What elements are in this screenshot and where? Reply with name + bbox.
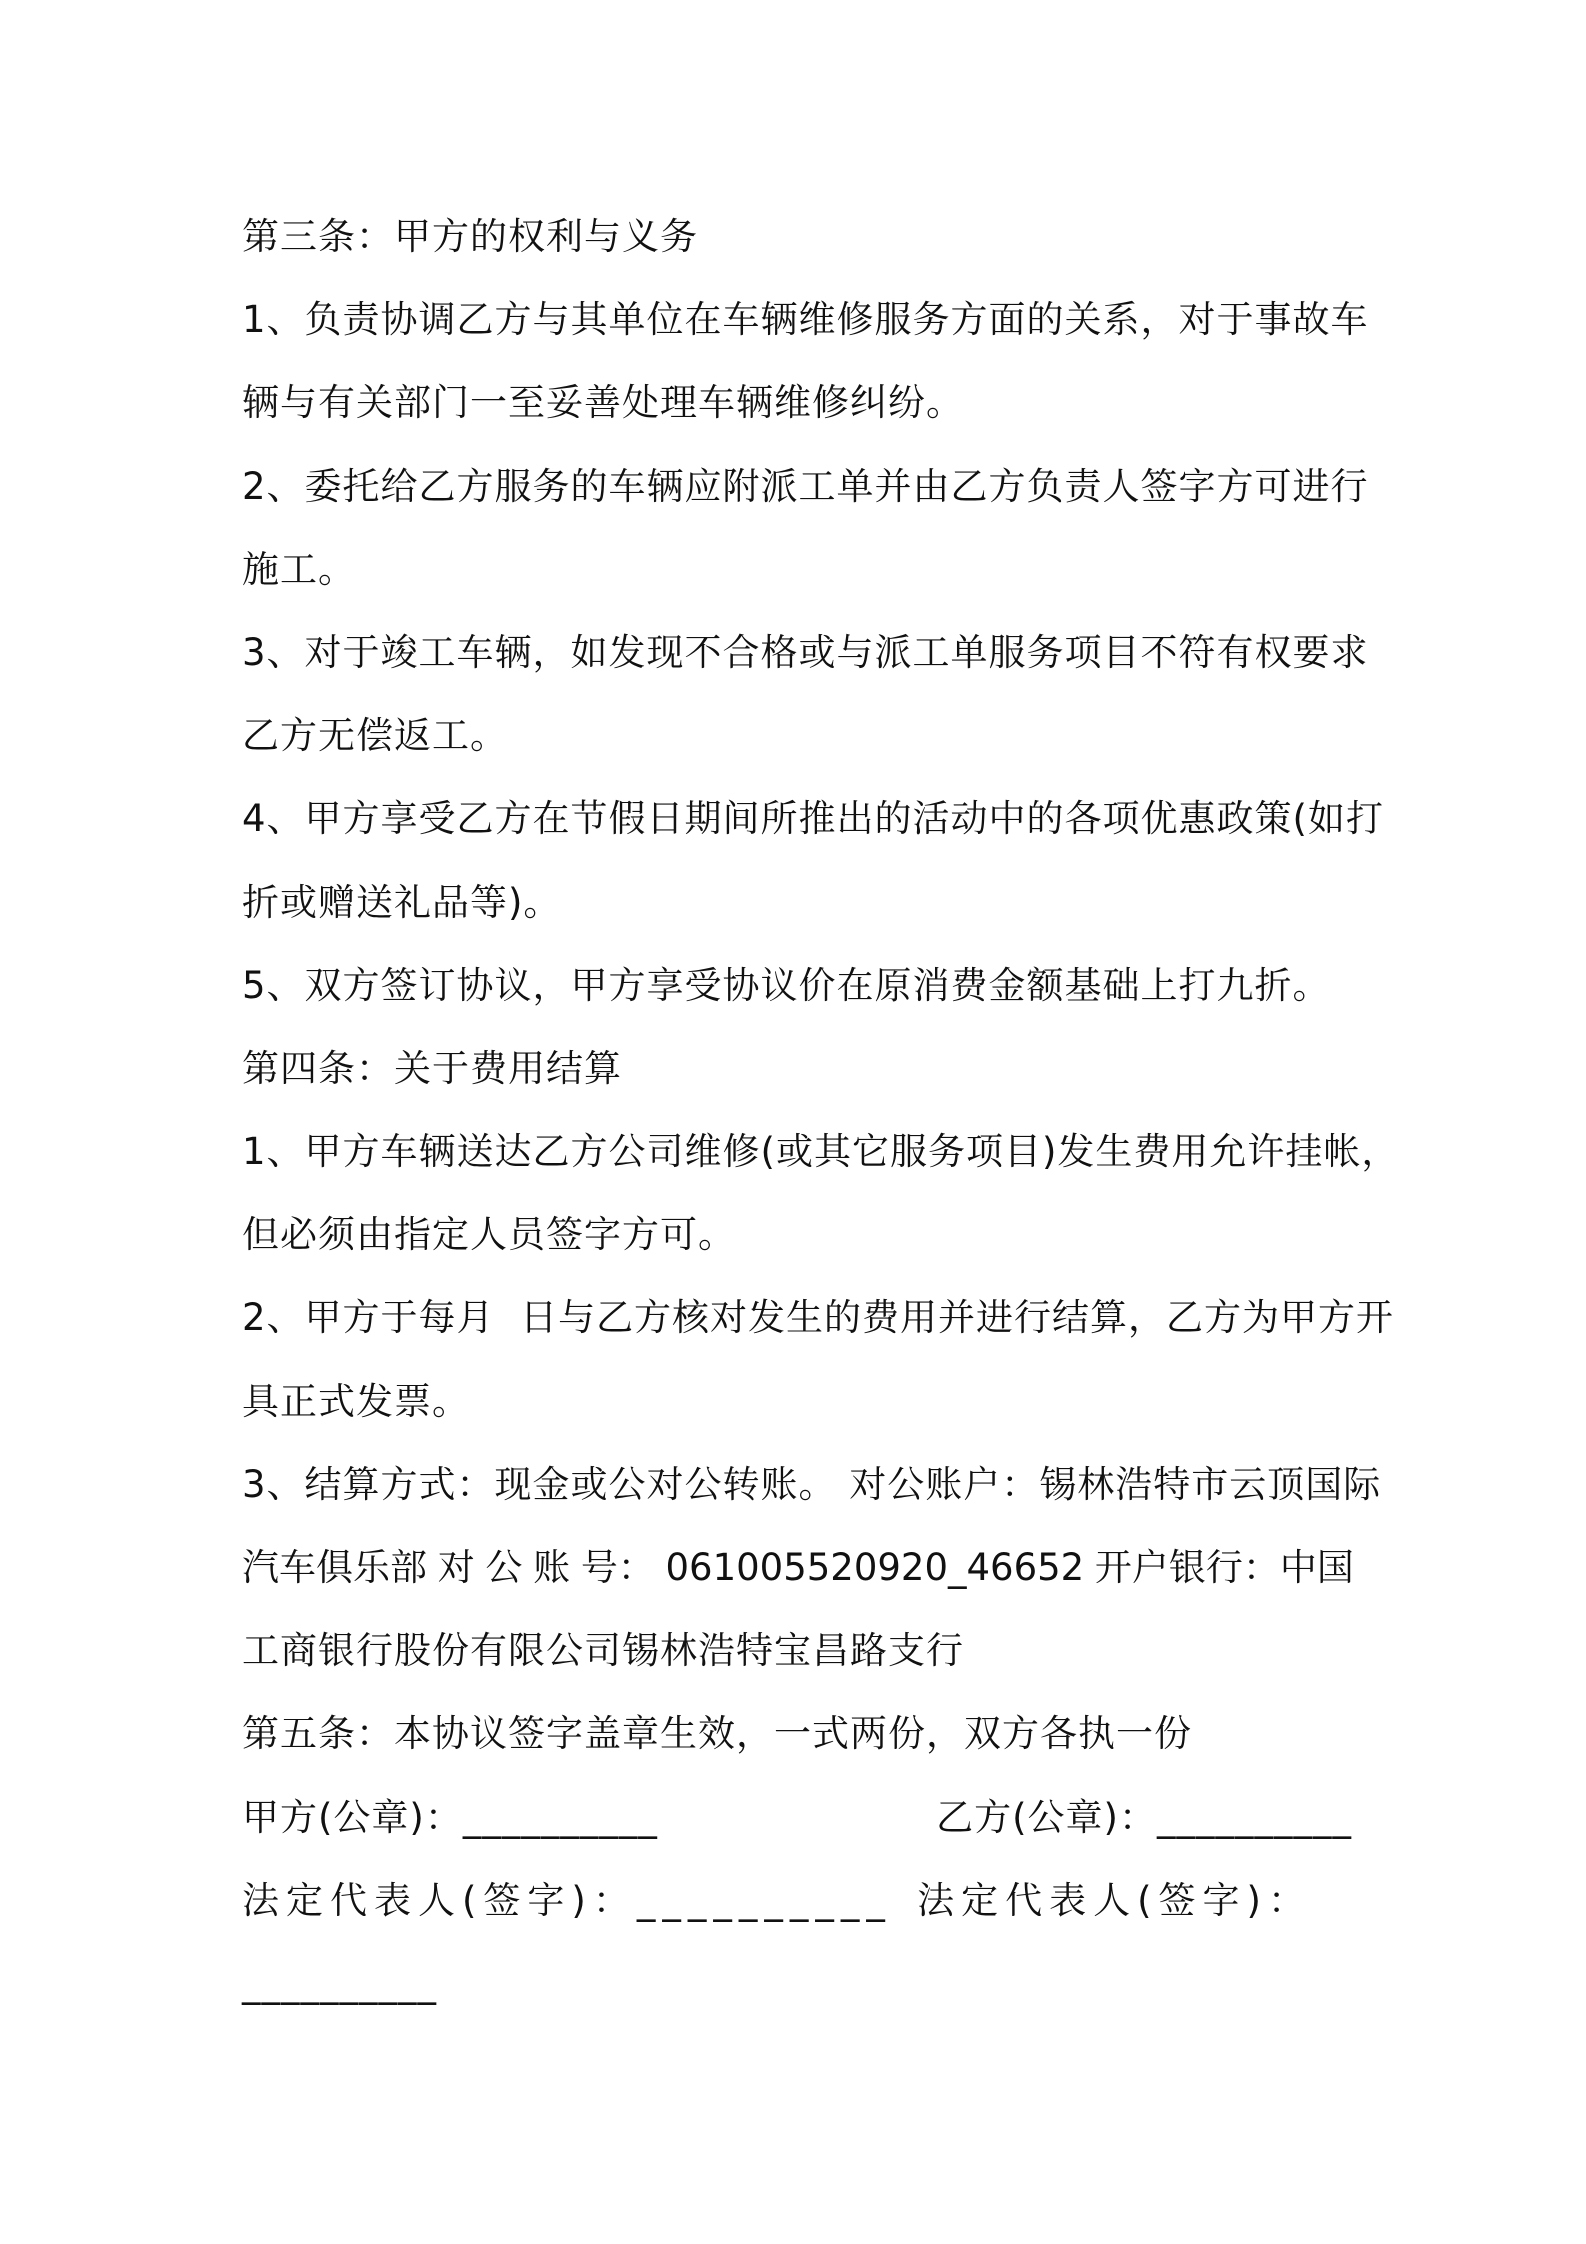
article-4-item-3-line-3: 工商银行股份有限公司锡林浩特宝昌路支行 [242,1629,964,1673]
article-3-item-5-line-1: 5、双方签订协议，甲方享受协议价在原消费金额基础上打九折。 [242,963,1331,1007]
party-a-rep-field: 法定代表人(签字)：__________ [242,1878,892,1922]
article-3-item-3-line-2: 乙方无偿返工。 [242,714,508,758]
party-a-seal-field: 甲方(公章)：__________ [242,1795,658,1839]
contract-page [242,195,1400,2025]
article-4-item-2-line-2: 具正式发票。 [242,1379,470,1423]
account-number: 061005520920_46652 [665,1546,1085,1589]
article-3-item-2-line-2: 施工。 [242,547,356,591]
bank-label: 开户银行：中国 [1094,1546,1354,1589]
account-text-part-5: 号： [580,1546,655,1589]
article-4-item-1-line-1: 1、甲方车辆送达乙方公司维修(或其它服务项目)发生费用允许挂帐， [242,1130,1400,1174]
account-text-part-4: 账 [533,1546,571,1589]
account-text-part-1: 汽车俱乐部 [242,1546,427,1589]
article-3-item-4-line-2: 折或赠送礼品等)。 [242,880,562,924]
party-b-seal-field: 乙方(公章)：__________ [936,1795,1352,1839]
seal-row [242,1776,1354,1859]
party-b-rep-blank: __________ [242,1961,437,2005]
article-4-item-2-line-1: 2、甲方于每月 日与乙方核对发生的费用并进行结算，乙方为甲方开 [242,1296,1395,1340]
article-5-heading: 第五条：本协议签字盖章生效，一式两份，双方各执一份 [242,1712,1192,1756]
article-4-heading: 第四条：关于费用结算 [242,1046,622,1090]
article-4-item-3-line-1: 3、结算方式：现金或公对公转账。 对公账户：锡林浩特市云顶国际 [242,1462,1382,1506]
article-3-item-1-line-2: 辆与有关部门一至妥善处理车辆维修纠纷。 [242,381,964,425]
account-text-part-2: 对 [437,1546,475,1589]
party-b-rep-label: 法定代表人(签字)： [917,1878,1312,1922]
article-3-item-4-line-1: 4、甲方享受乙方在节假日期间所推出的活动中的各项优惠政策(如打 [242,797,1384,841]
article-4-item-1-line-2: 但必须由指定人员签字方可。 [242,1213,736,1257]
article-3-heading: 第三条：甲方的权利与义务 [242,215,698,258]
representative-row [242,1859,1354,1942]
article-3-item-3-line-1: 3、对于竣工车辆，如发现不合格或与派工单服务项目不符有权要求 [242,630,1369,674]
account-text-part-3: 公 [485,1546,523,1589]
article-3-item-2-line-1: 2、委托给乙方服务的车辆应附派工单并由乙方负责人签字方可进行 [242,464,1369,508]
article-4-item-3-line-2 [242,1526,1354,1609]
article-3-item-1-line-1: 1、负责协调乙方与其单位在车辆维修服务方面的关系，对于事故车 [242,298,1369,342]
